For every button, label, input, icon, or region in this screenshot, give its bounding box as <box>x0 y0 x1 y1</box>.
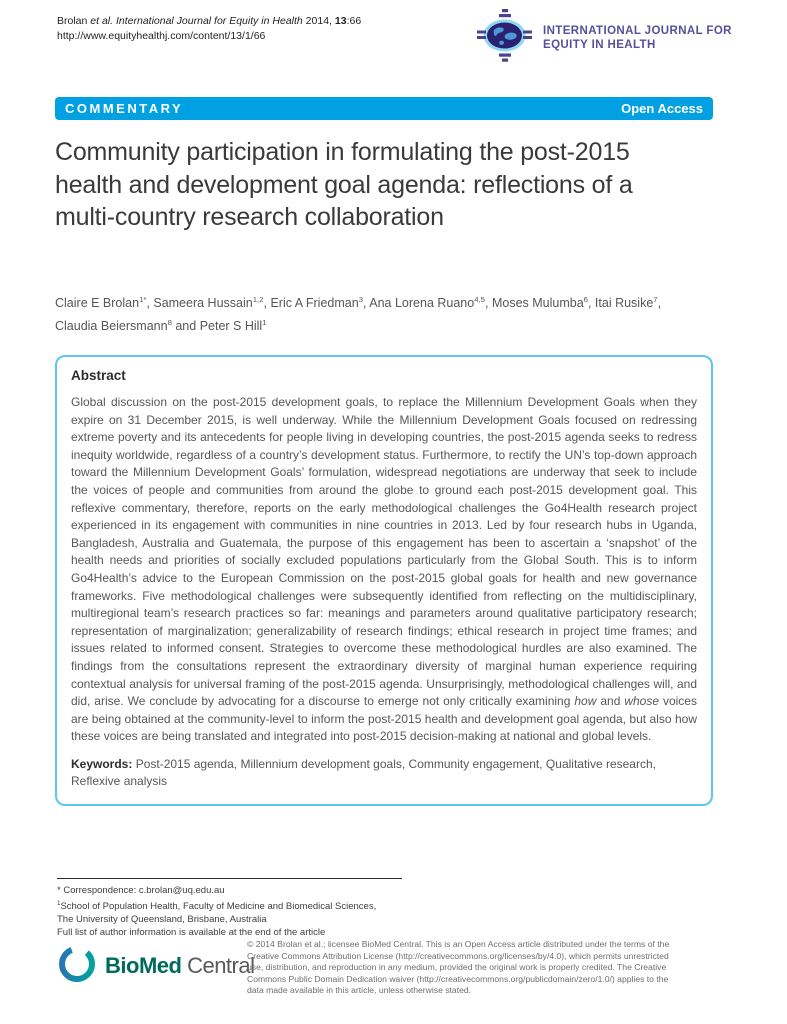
author: Moses Mulumba$^6$, <box>491 295 595 311</box>
author: Claire E Brolan$^{1*}$, <box>55 295 154 311</box>
footnotes <box>57 884 417 939</box>
article-type-label: COMMENTARY <box>65 101 184 116</box>
author: Itai Rusike$^7$, <box>594 295 662 311</box>
correspondence-line: * Correspondence: c.brolan@uq.edu.au <box>57 885 225 896</box>
bmc-wordmark: BioMed Central <box>105 952 255 978</box>
copyright-notice: © 2014 Brolan et al.; licensee BioMed Central. This is an Open Access article distributed under the terms of the Creative Commons Attribution License (http://creativecommons.org/licenses/by/4.0), which permits unrestricted use, distribution, and reproduction in any medium, provided the original work is properly credited. The Creative Commons Public Domain Dedication waiver (http://creativecommons.org/publicdomain/zero/1.0/) applies to the data made available in this article, unless otherwise stated. <box>247 939 670 996</box>
journal-brand <box>476 8 732 68</box>
biomed-central-logo <box>55 940 255 991</box>
abstract-heading: Abstract <box>71 368 126 383</box>
open-access-label: Open Access <box>621 101 703 116</box>
globe-people-icon <box>476 8 533 68</box>
abstract-text: Global discussion on the post-2015 development goals, to replace the Millennium Development Goals when they expire on 31 December 2015, is well underway. While the Millennium Development Goals focused on redressing extreme poverty and its antecedents for people living in developing countries, the post-2015 agenda seeks to redress inequity worldwide, regardless of a country’s development status. Furthermore, to rectify the UN’s top-down approach toward the Millennium Development Goals’ formulation, widespread negotiations are underway that seek to include the voices of people and communities from around the globe to ground each post-2015 development goal. This reflexive commentary, therefore, reports on the early methodological challenges the Go4Health research project experienced in its engagement with communities in nine countries in 2013. Led by four research hubs in Uganda, Bangladesh, Australia and Guatemala, the purpose of this engagement has been to ascertain a ‘snapshot’ of the health needs and priorities of socially excluded populations particularly from the Global South. This is to inform Go4Health’s advice to the European Commission on the post-2015 global goals for health and new governance frameworks. Five methodological challenges were subsequently identified from reflecting on the multidisciplinary, multiregional team’s research practices so far: meanings and parameters around qualitative participatory research; representation of marginalization; generalizability of research findings; ethical research in project time frames; and issues related to informed consent. Strategies to overcome these methodological hurdles are also examined. The findings from the consultations represent the extraordinary diversity of marginal human experience requiring contextual analysis for universal framing of the post-2015 agenda. Unsurprisingly, methodological challenges will, and did, arise. We conclude by advocating for a discourse to emerge not only critically examining how and whose voices are being obtained at the community-level to inform the post-2015 health and development goal agenda, but also how these voices are being translated and integrated into post-2015 decision-making at national and global levels. <box>71 395 697 744</box>
keywords-line <box>71 756 697 791</box>
citation-journal-name: International Journal for Equity in Health <box>115 15 306 27</box>
journal-name-line1: INTERNATIONAL JOURNAL FOR <box>543 24 732 37</box>
journal-name <box>543 24 732 53</box>
article-title: Community participation in formulating the post-2015 health and development goal agenda: reflections of a multi-country research collaboration <box>55 138 633 231</box>
affiliation-line2: The University of Queensland, Brisbane, Australia <box>57 914 267 926</box>
full-author-list-note: Full list of author information is available at the end of the article <box>57 927 326 939</box>
affiliation-line: $^1$School of Population Health, Faculty of Medicine and Biomedical Sciences, <box>57 900 377 913</box>
bmc-ring-icon <box>55 940 99 991</box>
keywords-label: Keywords: <box>71 756 133 771</box>
running-head-citation <box>57 14 361 43</box>
citation-year: 2014, <box>305 15 335 27</box>
author: Eric A Friedman$^3$, <box>270 295 370 311</box>
citation-etal: et al. <box>90 15 116 27</box>
citation-author: Brolan <box>57 15 91 27</box>
author-list <box>55 290 705 336</box>
citation-page: :66 <box>346 15 362 27</box>
article-type-band <box>55 97 713 120</box>
journal-name-line2: EQUITY IN HEALTH <box>543 39 656 51</box>
citation-url: http://www.equityhealthj.com/content/13/1/66 <box>57 29 266 42</box>
citation-volume: 13 <box>334 15 347 27</box>
citation-line <box>57 14 361 29</box>
author: Sameera Hussain$^{1,2}$, <box>153 295 271 311</box>
author: Ana Lorena Ruano$^{4,5}$, <box>369 295 492 311</box>
abstract-box <box>55 355 713 806</box>
footnote-divider <box>57 878 402 879</box>
keywords-text: Post-2015 agenda, Millennium development goals, Community engagement, Qualitative research, Reflexive analysis <box>71 756 656 789</box>
author: Claudia Beiersmann$^8$ and <box>55 318 200 334</box>
author: Peter S Hill$^1$ <box>199 318 267 334</box>
